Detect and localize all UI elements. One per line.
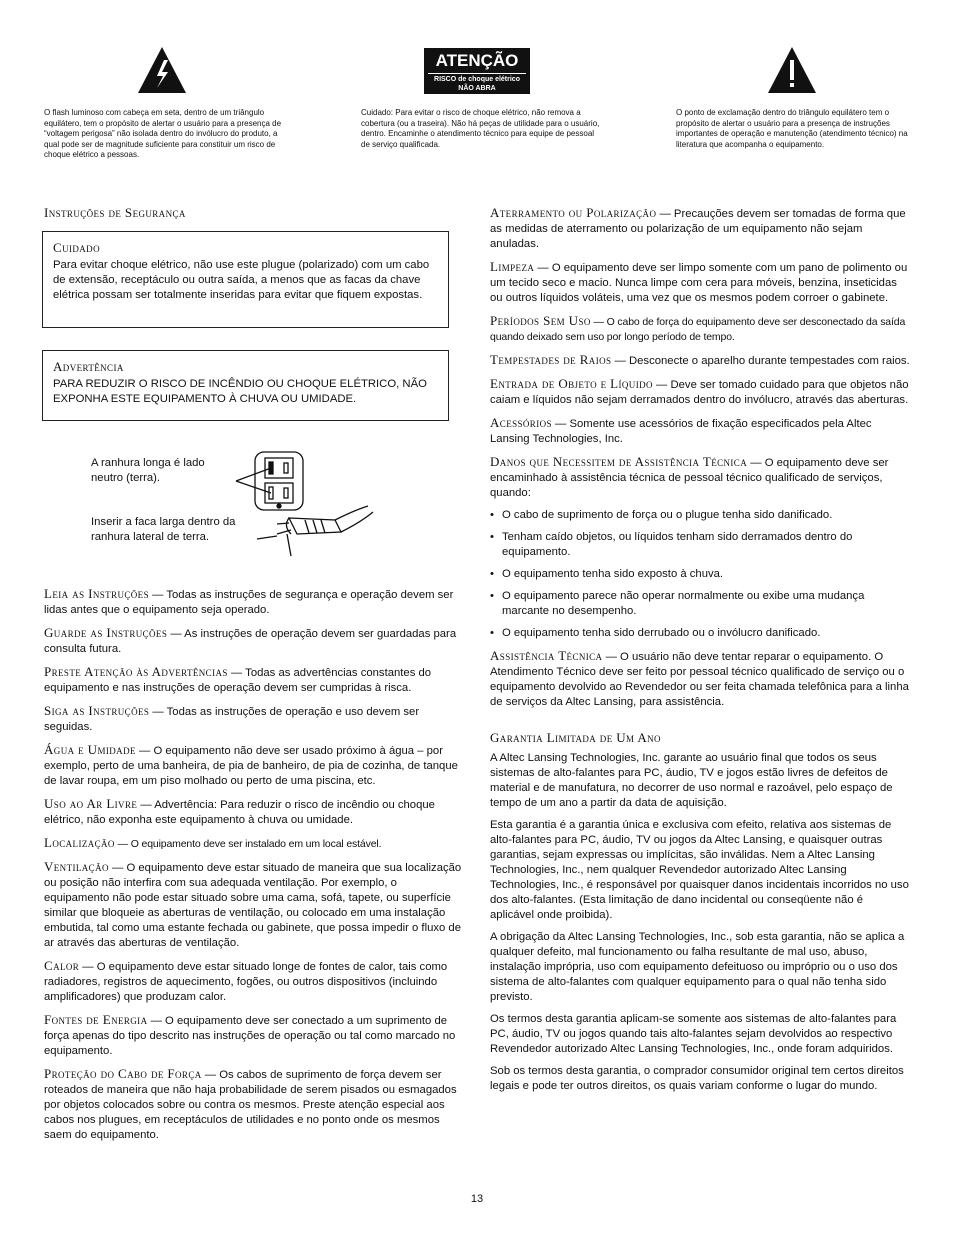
lightning-warning-icon [137,46,187,94]
attention-line1: RISCO de choque elétrico [434,76,520,83]
warranty-paragraph: Sob os termos desta garantia, o comprador consumidor original tem certos direitos legais e pode ter outros direitos, os quais variam conforme o lugar do mundo. [490,1065,904,1092]
caution-title: Cuidado [53,240,100,255]
outdoor-use: Uso ao Ar Livre — Advertência: Para reduzir o risco de incêndio ou choque elétrico, não exponha este equipamento à chuva ou umidade. [44,796,435,826]
keep-instructions: Guarde as Instruções — As instruções de operação devem ser guardadas para consulta futura. [44,625,457,655]
exclamation-description: O ponto de exclamação dentro do triângulo equilátero tem o propósito de alertar o usuário para a presença de instruções importantes de operação e manutenção (atendimento técnico) na literatura que acompanha o equipamento. [676,108,908,149]
warranty-paragraph: A Altec Lansing Technologies, Inc. garante ao usuário final que todos os seus sistemas de alto-falantes para PC, áudio, TV e jogos estão livres de defeitos de material e de manufatura, no decorrer de uso normal e razoável, pelo espaço de tempo de um ano a partir da data de aquisição. [490,752,893,809]
non-use-periods: Períodos Sem Uso — O cabo de força do equipamento deve ser desconectado da saída quando deixado sem uso por longo período de tempo. [490,313,906,343]
technical-assistance: Assistência Técnica — O usuário não deve tentar reparar o equipamento. O Atendimento Técnico deve ser feito por pessoal técnico qualificado de serviço ou o equipamento devolvido ao Revendedor ou ser feita chamada telefônica para a linha de serviços da Altec Lansing, para assistência. [490,648,909,708]
location: Localização — O equipamento deve ser instalado em um local estável. [44,835,382,850]
cleaning: Limpeza — O equipamento deve ser limpo somente com um pano de polimento ou um tecido seco e macio. Nunca limpe com cera para móveis, benzina, inseticidas ou outros líquidos voláteis, uma vez que os mesmos podem corroer o gabinete. [490,259,908,304]
read-instructions: Leia as Instruções — Todas as instruções de segurança e operação devem ser lidas antes que o equipamento seja operado. [44,586,454,616]
warranty-paragraph: A obrigação da Altec Lansing Technologies, Inc., sob esta garantia, não se aplica a qualquer defeito, mal funcionamento ou falha resultante de mal uso, abuso, instalação imprópria, uso com equipamento defeituoso ou impróprio ou o uso dos sistema de alto-falantes com qualquer equipamento para o qual não tenha sido previsto. [490,931,905,1003]
warranty-paragraph: Esta garantia é a garantia única e exclusiva com efeito, relativa aos sistemas de alto-falantes para PC, áudio, TV ou jogos da Altec Lansing, e quaisquer outras garantias, sejam expressas ou implícitas, são inválidas. Nem a Altec Lansing Technologies, Inc., nem qualquer Revendedor autorizado Altec Lansing Technologies, Inc., é responsável por quaisquer danos incidentais incorridos no uso dos alto-falantes. (Esta limitação de dano incidental ou conseqüente não é aplicável onde proibida). [490,819,909,921]
damage-requiring-service: Danos que Necessitem de Assistência Técnica — O equipamento deve ser encaminhado à assistência técnica de pessoal técnico qualificado de serviços, quando: [490,454,889,499]
list-item: • Tenham caído objetos, ou líquidos tenham sido derramados dentro do equipamento. [490,530,910,560]
service-conditions-list [490,508,910,641]
power-cord-protection: Proteção do Cabo de Força — Os cabos de suprimento de força devem ser roteados de maneira que não haja probabilidade de serem pisados ou esmagados por objetos colocados sobre ou contra os mesmos. Preste atenção especial aos cabos nos plugues, em receptáculos de utilidades e no ponto onde os mesmos saem do equipamento. [44,1066,457,1141]
power-sources: Fontes de Energia — O equipamento deve ser conectado a um suprimento de força apenas do tipo descrito nas instruções de operação ou tal como marcado no equipamento. [44,1012,456,1057]
lightning-description: O flash luminoso com cabeça em seta, dentro de um triângulo equilátero, tem o propósito de alertar o usuário para a presença de “voltagem perigosa” não isolada dentro do invólucro do produto, a qual pode ser de magnitude suficiente para constituir um risco de choque elétrico a pessoas. [44,108,282,159]
ventilation: Ventilação — O equipamento deve estar situado de maneira que sua localização ou posição não interfira com sua adequada ventilação. Por exemplo, o equipamento não pode estar situado sobre uma cama, sofá, tapete, ou superfície similar que bloqueie as aberturas de ventilação, ou colocado em uma instalação embutida, tal como uma estante fechada ou gabinete, que possa impedir o fluxo de ar através das aberturas de ventilação. [44,859,462,949]
page-number: 13 [470,1193,484,1205]
lightning-storms: Tempestades de Raios — Desconecte o aparelho durante tempestades com raios. [490,352,910,367]
list-item: • O cabo de suprimento de força ou o plugue tenha sido danificado. [490,508,910,523]
left-instructions-list [44,586,462,1150]
caution-box [42,231,449,328]
warranty-title: Garantia Limitada de Um Ano [490,730,661,745]
attention-label [424,48,530,94]
water-moisture: Água e Umidade — O equipamento não deve ser usado próximo à água – por exemplo, perto de uma banheira, de pia de banheiro, de pia de cozinha, de tanque de lavar roupa, em um piso molhado ou perto de uma piscina, etc. [44,742,458,787]
caution-text: Para evitar choque elétrico, não use este plugue (polarizado) com um cabo de extensão, receptáculo ou outra saída, a menos que as facas da chave elétrica possam ser totalmente inseridas para evitar que fiquem expostas. [53,259,430,301]
list-item: • O equipamento tenha sido derrubado ou o invólucro danificado. [490,626,910,641]
grounding-polarization: Aterramento ou Polarização — Precauções devem ser tomadas de forma que as medidas de aterramento ou polarização de um equipamento não sejam anuladas. [490,205,906,250]
plug-label-ground: Inserir a faca larga dentro da ranhura lateral de terra. [91,516,236,543]
list-item: • O equipamento tenha sido exposto à chuva. [490,567,910,582]
heat: Calor — O equipamento deve estar situado longe de fontes de calor, tais como radiadores, registros de aquecimento, fogões, ou outros dispositivos (incluindo amplificadores) que produzam calor. [44,958,448,1003]
plug-label-neutral: A ranhura longa é lado neutro (terra). [91,457,205,484]
attention-line2: NÃO ABRA [458,85,496,92]
polarized-plug-illustration [205,450,375,565]
accessories: Acessórios — Somente use acessórios de fixação especificados pela Altec Lansing Technologies, Inc. [490,415,872,445]
heed-warnings: Preste Atenção às Advertências — Todas as advertências constantes do equipamento e nas instruções de operação devem ser cumpridas à risca. [44,664,432,694]
attention-description: Cuidado: Para evitar o risco de choque elétrico, não remova a cobertura (ou a traseira). Não há peças de utilidade para o usuário, dentro. Encaminhe o atendimento técnico para equipe de pessoal de serviço qualificada. [361,108,600,149]
list-item: • O equipamento parece não operar normalmente ou exibe uma mudança marcante no desempenho. [490,589,910,619]
warning-box [42,350,449,421]
exclamation-warning-icon [767,46,817,94]
warranty-paragraph: Os termos desta garantia aplicam-se somente aos sistemas de alto-falantes para PC, áudio, TV ou jogos quando tais alto-falantes sejam devolvidos ao respectivo Revendedor autorizado Altec Lansing Technologies, Inc., onde foram adquiridos. [490,1013,897,1055]
safety-section-title: Instruções de Segurança [44,205,186,220]
object-liquid-entry: Entrada de Objeto e Líquido — Deve ser tomado cuidado para que objetos não caiam e líquidos não sejam derramados dentro do invólucro, através das aberturas. [490,376,909,406]
warning-title: Advertência [53,359,124,374]
follow-instructions: Siga as Instruções — Todas as instruções de operação e uso devem ser seguidas. [44,703,420,733]
right-instructions-list [490,205,910,1101]
attention-title: ATENÇÃO [435,51,519,70]
warning-text: PARA REDUZIR O RISCO DE INCÊNDIO OU CHOQUE ELÉTRICO, NÃO EXPONHA ESTE EQUIPAMENTO À CHUVA OU UMIDADE. [53,378,427,405]
